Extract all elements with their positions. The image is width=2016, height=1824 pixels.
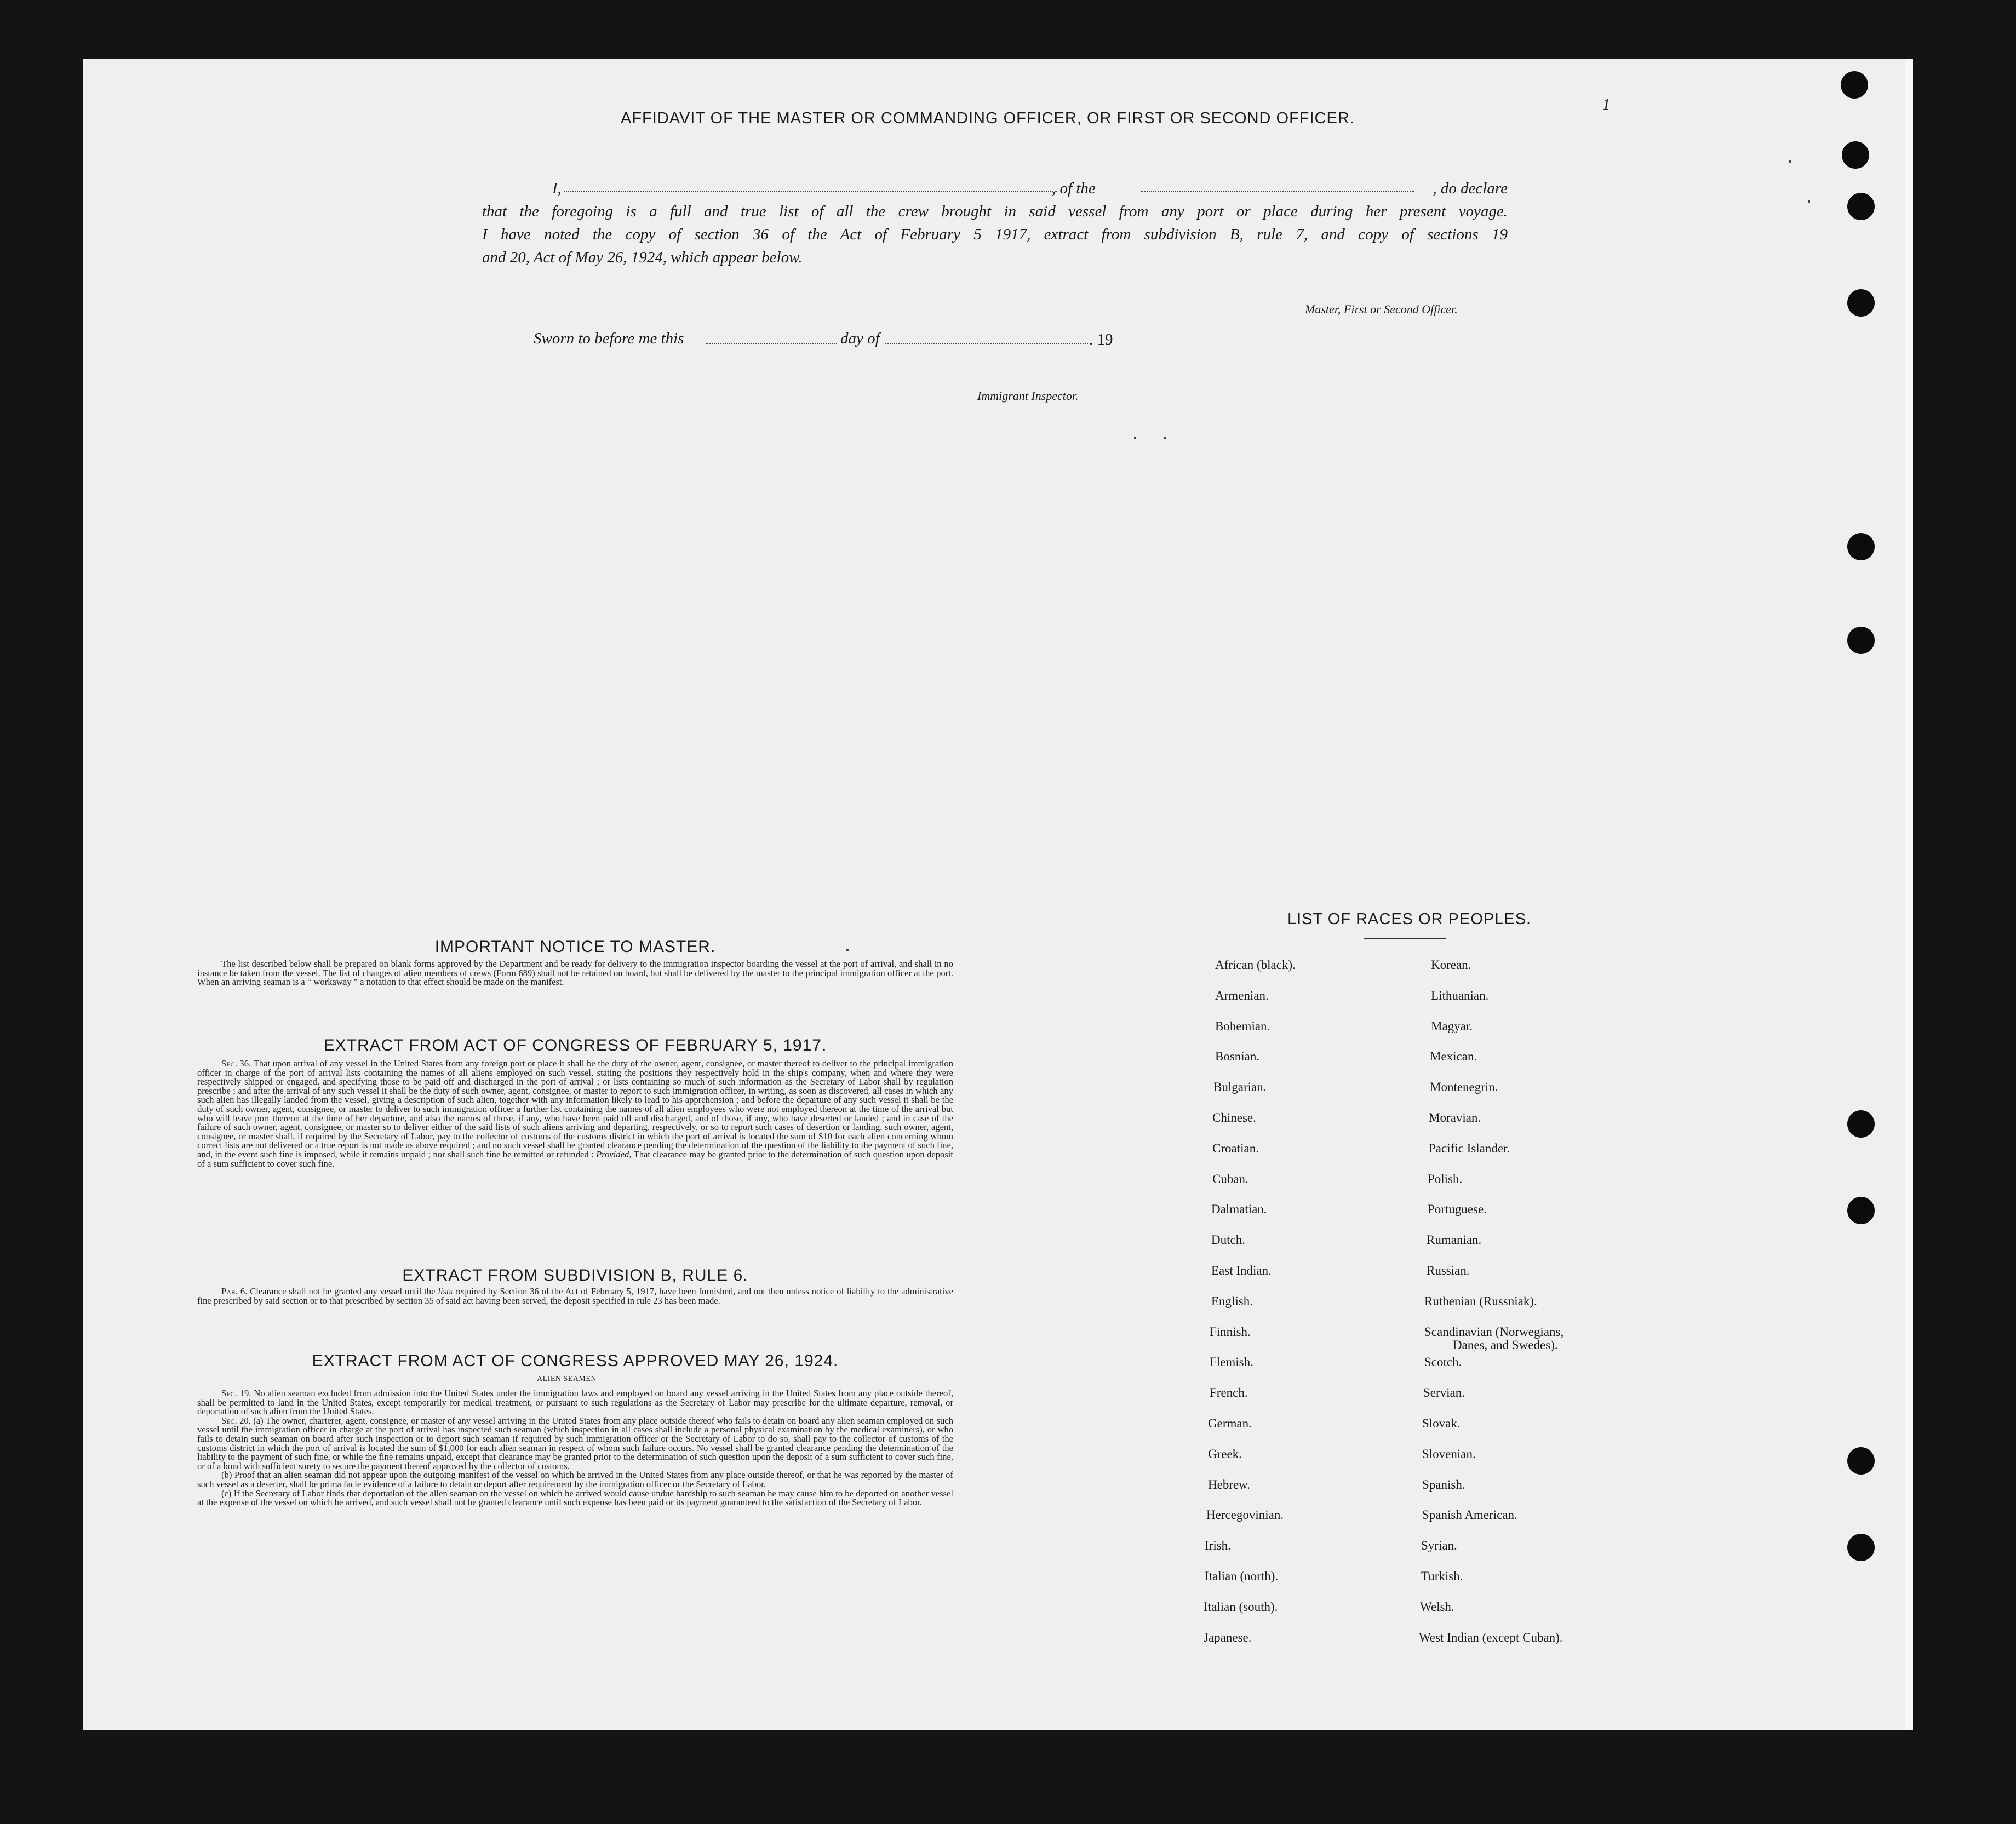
race-item: Flemish.	[1210, 1355, 1253, 1369]
sworn-year: . 19	[1089, 331, 1113, 348]
declaration-line-2: that the foregoing is a full and true list of all the crew brought in said vessel from any port or place during her present voyage.	[482, 203, 1508, 220]
binder-hole	[1847, 193, 1875, 220]
race-item: African (black).	[1215, 958, 1296, 972]
page-edge	[1905, 59, 1913, 1730]
race-item: Bohemian.	[1215, 1019, 1270, 1033]
section-19-paragraph	[197, 1389, 953, 1416]
speck	[1789, 160, 1791, 163]
race-item: Italian (north).	[1205, 1569, 1279, 1583]
race-item: Hebrew.	[1208, 1478, 1251, 1492]
declaration-line-4: and 20, Act of May 26, 1924, which appear below.	[482, 249, 803, 266]
race-item: Bulgarian.	[1213, 1080, 1267, 1094]
race-item: East Indian.	[1211, 1264, 1272, 1277]
race-item: Hercegovinian.	[1206, 1508, 1284, 1522]
extract-1917-text	[197, 1059, 953, 1168]
race-item: Armenian.	[1215, 989, 1269, 1002]
extract-1917-title: EXTRACT FROM ACT OF CONGRESS OF FEBRUARY 5, 1917.	[323, 1036, 827, 1054]
race-item: Mexican.	[1430, 1049, 1477, 1063]
alien-seamen-subtitle: ALIEN SEAMEN	[537, 1375, 597, 1383]
race-item: Slovak.	[1422, 1416, 1461, 1430]
declaration-line-3: I have noted the copy of section 36 of the Act of February 5 1917, extract from subdivision B, rule 7, and copy of sections 19	[482, 226, 1508, 243]
race-item-continuation: Danes, and Swedes).	[1453, 1338, 1558, 1352]
race-item: Montenegrin.	[1430, 1080, 1498, 1094]
race-item: Welsh.	[1420, 1600, 1454, 1614]
binder-hole	[1847, 627, 1875, 654]
race-item: German.	[1208, 1416, 1252, 1430]
race-item: Bosnian.	[1215, 1049, 1260, 1063]
race-item: Spanish.	[1422, 1478, 1465, 1492]
extract-rule6-title: EXTRACT FROM SUBDIVISION B, RULE 6.	[402, 1266, 748, 1284]
race-item: French.	[1210, 1386, 1248, 1399]
race-item: Irish.	[1205, 1539, 1231, 1552]
races-title: LIST OF RACES OR PEOPLES.	[1287, 910, 1532, 928]
race-item: Servian.	[1423, 1386, 1465, 1399]
race-item: Scandinavian (Norwegians,	[1424, 1325, 1564, 1339]
vessel-blank-line[interactable]	[1141, 191, 1414, 192]
race-item: Finnish.	[1210, 1325, 1251, 1339]
binder-hole	[1847, 1534, 1875, 1561]
race-item: Dutch.	[1211, 1233, 1245, 1247]
race-item: Rumanian.	[1427, 1233, 1482, 1247]
race-item: Italian (south).	[1204, 1600, 1278, 1614]
binder-hole	[1841, 71, 1868, 99]
section-20-label: Sec. 20.	[221, 1415, 251, 1426]
binder-hole	[1847, 289, 1875, 317]
section-20b-paragraph: (b) Proof that an alien seaman did not appear upon the outgoing manifest of the vessel on which he arrived in the United States from any place outside thereof, or that he was reported by the master of such vessel as a deserter, shall be prima facie evidence of a failure to detain or deport after requirement by the immigration officer or the Secretary of Labor.	[197, 1470, 953, 1489]
name-blank-line[interactable]	[564, 191, 1057, 192]
race-item: Portuguese.	[1428, 1202, 1487, 1216]
notice-text	[197, 960, 953, 987]
paragraph-6	[197, 1287, 953, 1305]
section-20a-text: (a) The owner, charterer, agent, consignee, or master of any vessel arriving in the United States from any place outside thereof who fails to detain on board any alien seaman employed on such vessel until the immigration officer in charge at the port of arrival has inspected such seaman (which inspection in all cases shall include a personal physical examination by the medical examiners), or who fails to detain such seaman on board after such inspection or to deport such seaman if required by such immigration officer or the Secretary of Labor to do so, shall pay to the collector of customs of the customs district in which the port of arrival is located the sum of $1,000 for each alien seaman in respect of whom such failure occurs. No vessel shall be granted clearance pending the determination of the liability to the payment of such fine, or while the fine remains unpaid, except that clearance may be granted prior to the determination of such question upon the deposit of a sum sufficient to cover such fine, or of a bond with sufficient surety to secure the payment thereof approved by the collector of customs.	[197, 1415, 954, 1471]
affidavit-title: AFFIDAVIT OF THE MASTER OR COMMANDING OFFICER, OR FIRST OR SECOND OFFICER.	[621, 110, 1355, 127]
declaration-i: I,	[552, 180, 562, 197]
race-item: Dalmatian.	[1211, 1202, 1267, 1216]
race-item: Chinese.	[1212, 1111, 1256, 1125]
par-6-label: Par. 6.	[221, 1286, 248, 1297]
race-item: Pacific Islander.	[1429, 1142, 1510, 1155]
section-36-end: That clearance may be granted prior to the determination of such question upon deposit of a sum sufficient to cover such fine.	[197, 1149, 953, 1169]
declaration-of-the: , of the	[1052, 180, 1096, 197]
race-item: Moravian.	[1429, 1111, 1481, 1125]
binder-hole	[1847, 533, 1875, 560]
race-item: West Indian (except Cuban).	[1419, 1631, 1563, 1644]
section-36-label: Sec. 36.	[221, 1058, 251, 1069]
race-item: Cuban.	[1212, 1172, 1248, 1186]
extract-rule6-text	[197, 1287, 953, 1305]
section-19-label: Sec. 19.	[221, 1388, 251, 1398]
races-title-underline	[1364, 938, 1446, 939]
lists-word: lists	[438, 1286, 453, 1297]
extract-1924-title: EXTRACT FROM ACT OF CONGRESS APPROVED MAY 26, 1924.	[312, 1352, 839, 1370]
speck	[1808, 200, 1810, 203]
sworn-day-of: day of	[840, 330, 880, 347]
page-number-mark: 1	[1602, 96, 1610, 113]
race-item: Lithuanian.	[1431, 989, 1489, 1002]
sworn-prefix: Sworn to before me this	[534, 330, 684, 347]
race-item: Korean.	[1431, 958, 1471, 972]
binder-hole	[1847, 1197, 1875, 1224]
section-36-text: That upon arrival of any vessel in the United States from any foreign port or place it shall be the duty of the owner, agent, consignee, or master thereof to deliver to the principal immigration officer in charge of the port of arrival lists containing the names of all aliens employed on such vessel, stating the positions they respectively hold in the ship's company, when and where they were respectively shipped or engaged, and specifying those to be paid off and discharged in the port of arrival ; or lists containing so much of such information as the Secretary of Labor shall by regulation prescribe ; and after the arrival of any such vessel it shall be the duty of such owner, agent, consignee, or master to report to such immigration officer, in writing, as soon as discovered, all cases in which any such alien has illegally landed from the vessel, giving a description of such alien, together with any information likely to lead to his apprehension ; and before the departure of any such vessel it shall be the duty of such owner, agent, consignee, or master to deliver to such immigration officer a further list containing the names of all alien employees who were not employed thereon at the time of the arrival but who will leave port thereon at the time of her departure, and also the names of those, if any, who have been paid off and discharged, and of those, if any, who have deserted or landed ; and in case of the failure of such owner, agent, consignee, or master so to deliver either of the said lists of such aliens arriving and departing, respectively, or so to report such cases of desertion or landing, such owner, agent, consignee, or master shall, if required by the Secretary of Labor, pay to the collector of customs of the customs district in which the port of arrival is located the sum of $10 for each alien concerning whom correct lists are not delivered or a true report is not made as above required ; and no such vessel shall be granted clearance pending the determination of the question of the liability to the payment of such fine, and, in the event such fine is imposed, while it remains unpaid ; nor shall such fine be remitted or refunded :	[197, 1058, 954, 1160]
binder-hole	[1847, 1110, 1875, 1138]
race-item: Syrian.	[1421, 1539, 1457, 1552]
speck	[1134, 437, 1136, 439]
declaration-do-declare: , do declare	[1433, 180, 1508, 197]
race-item: English.	[1211, 1294, 1253, 1308]
section-20c-paragraph: (c) If the Secretary of Labor finds that deportation of the alien seaman on the vessel on which he arrived would cause undue hardship to such seaman he may cause him to be deported on another vessel at the expense of the vessel on which he arrived, and such vessel shall not be granted clearance until such expense has been paid or its payment guaranteed to the satisfaction of the Secretary of Labor.	[197, 1488, 953, 1508]
race-item: Ruthenian (Russniak).	[1424, 1294, 1537, 1308]
par-6-text-a: Clearance shall not be granted any vessel until the	[250, 1286, 436, 1297]
section-20a-paragraph	[197, 1416, 953, 1471]
race-item: Croatian.	[1212, 1142, 1259, 1155]
race-item: Russian.	[1427, 1264, 1470, 1277]
race-item: Greek.	[1208, 1447, 1242, 1461]
speck	[1164, 437, 1166, 439]
notice-title: IMPORTANT NOTICE TO MASTER.	[434, 938, 716, 956]
race-item: Magyar.	[1431, 1019, 1473, 1033]
provided-word: Provided,	[596, 1149, 632, 1160]
race-item: Spanish American.	[1422, 1508, 1517, 1522]
race-item: Slovenian.	[1422, 1447, 1476, 1461]
master-signature-label: Master, First or Second Officer.	[1305, 302, 1458, 316]
inspector-signature-label: Immigrant Inspector.	[977, 389, 1079, 403]
race-item: Turkish.	[1421, 1569, 1463, 1583]
par-6-text-b: required by Section 36 of the Act of February 5, 1917, have been furnished, and not then unless notice of liability to the administrative fine prescribed by said section or to that prescribed by section 35 of said act having been served, the deposit specified in rule 23 has been made.	[197, 1286, 953, 1306]
race-item: Polish.	[1428, 1172, 1463, 1186]
sworn-month-blank[interactable]	[885, 343, 1088, 344]
sworn-day-blank[interactable]	[706, 343, 837, 344]
race-item: Japanese.	[1204, 1631, 1252, 1644]
race-item: Scotch.	[1424, 1355, 1462, 1369]
notice-paragraph: The list described below shall be prepared on blank forms approved by the Department and be ready for delivery to the immigration inspector boarding the vessel at the port of arrival, and shall in no instance be taken from the vessel. The list of changes of alien members of crews (Form 689) shall not be retained on board, but shall be delivered by the master to the principal immigration officer at the port. When an arriving seaman is a “ workaway ” a notation to that effect should be made on the manifest.	[197, 959, 953, 988]
section-36-paragraph	[197, 1059, 953, 1168]
extract-1924-text	[197, 1389, 953, 1507]
binder-hole	[1842, 141, 1869, 169]
binder-hole	[1847, 1447, 1875, 1475]
section-19-text: No alien seaman excluded from admission into the United States under the immigration laws and employed on board any vessel arriving in the United States from any place outside thereof, shall be permitted to land in the United States, except temporarily for medical treatment, or pursuant to such regulations as the Secretary of Labor may prescribe for the ultimate departure, removal, or deportation of such alien from the United States.	[197, 1388, 953, 1417]
